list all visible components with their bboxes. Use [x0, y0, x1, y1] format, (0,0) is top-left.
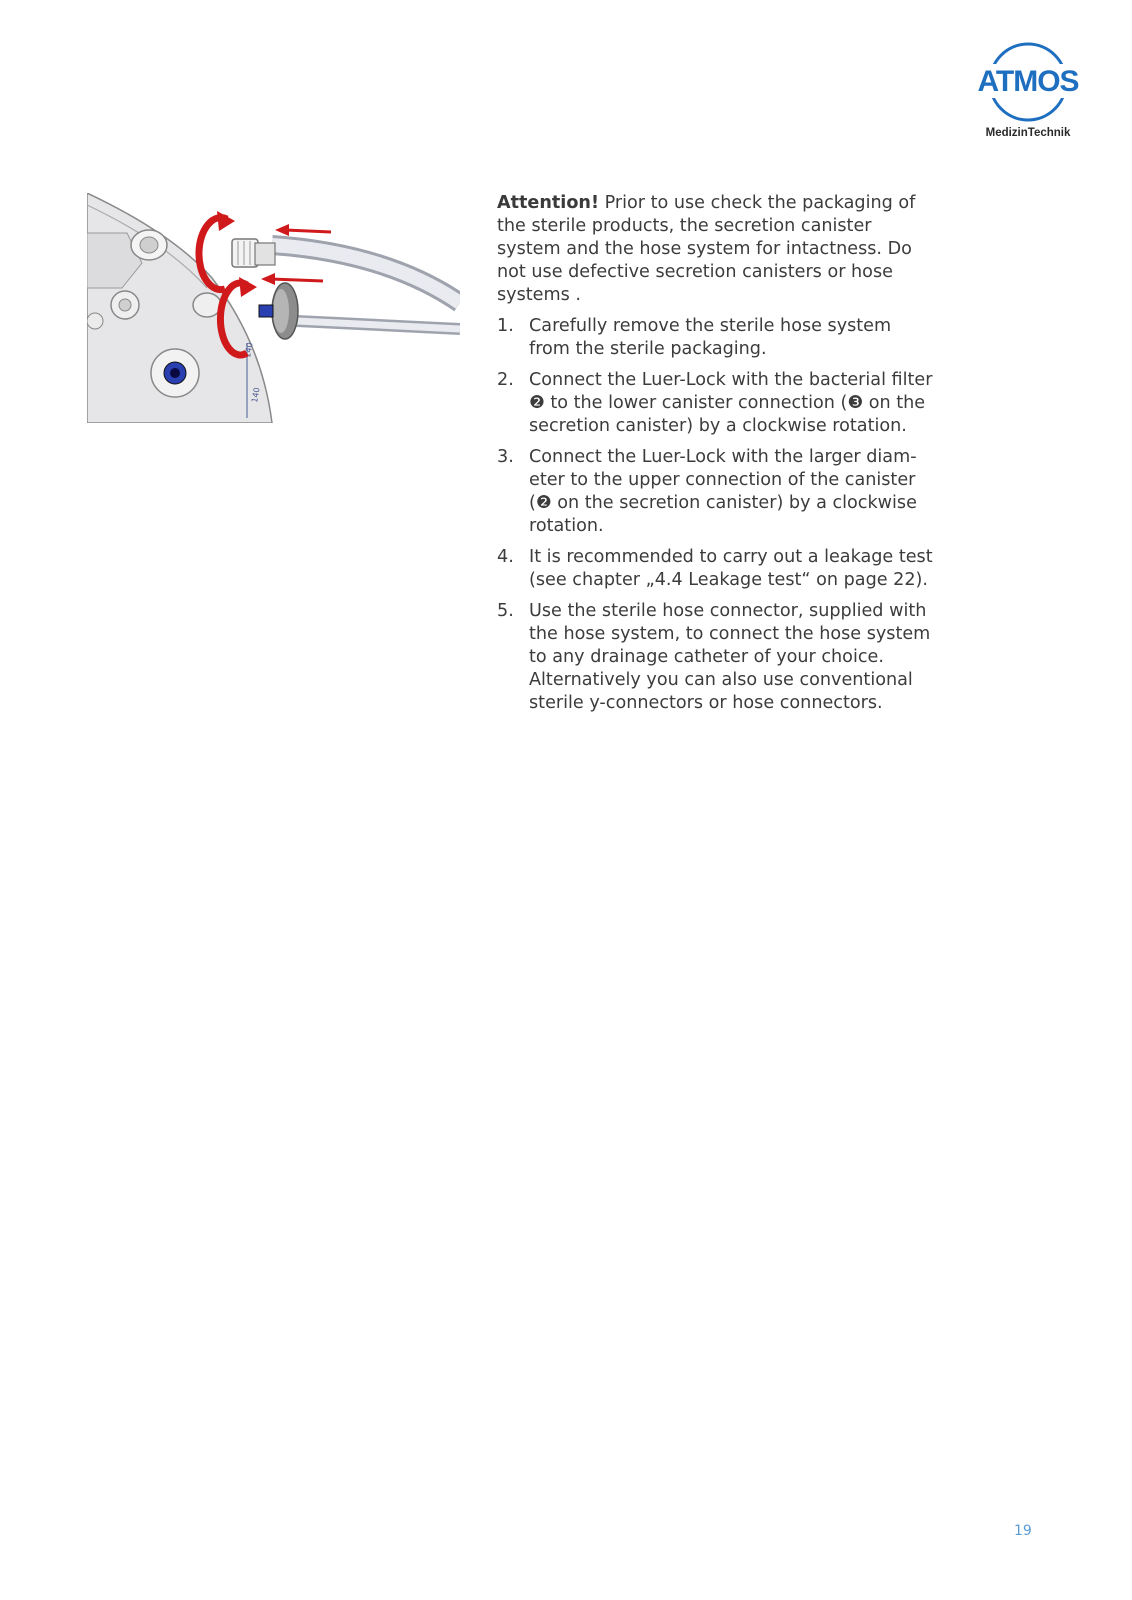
step-text: Connect the Luer-Lock with the larger diam-eter to the upper connection of the canister (❷ on the secretion canister) by a clockwise rotation.: [529, 447, 917, 536]
instructions-column: [497, 192, 937, 723]
step-number: 4.: [497, 547, 514, 567]
step-text: Use the sterile hose connector, supplied with the hose system, to connect the hose system to any drainage catheter of your choice. Alternatively you can also use conventional sterile y-connectors or hose connectors.: [529, 601, 931, 713]
logo-brand-text: ATMOS: [977, 65, 1079, 98]
logo-subtitle: MedizinTechnik: [985, 127, 1071, 139]
attention-paragraph: [497, 192, 937, 307]
steps-list: [497, 315, 937, 715]
step-text: Connect the Luer-Lock with the bacterial filter ❷ to the lower canister connection (❸ on the secretion canister) by a clockwise rotation.: [529, 370, 933, 436]
list-item: [497, 546, 937, 592]
scale-label-upper: 140: [243, 341, 255, 359]
list-item: [497, 600, 937, 715]
step-text: Carefully remove the sterile hose system from the sterile packaging.: [529, 316, 892, 359]
list-item: [497, 369, 937, 438]
scale-label-lower: 140: [250, 386, 262, 404]
atmos-logo: [968, 42, 1088, 142]
step-number: 2.: [497, 370, 514, 390]
list-item: [497, 315, 937, 361]
page-number: 19: [1014, 1523, 1032, 1539]
attention-text: Prior to use check the packaging of the sterile products, the secretion canister system and the hose system for intactness. Do not use defective secretion canisters or hose systems .: [497, 193, 916, 305]
list-item: [497, 446, 937, 538]
step-number: 3.: [497, 447, 514, 467]
attention-label: Attention!: [497, 193, 599, 213]
canister-hose-illustration: [87, 193, 460, 423]
step-text: It is recommended to carry out a leakage test (see chapter „4.4 Leakage test“ on page 22).: [529, 547, 933, 590]
step-number: 5.: [497, 601, 514, 621]
atmos-logo-mark: [968, 42, 1088, 127]
step-number: 1.: [497, 316, 514, 336]
